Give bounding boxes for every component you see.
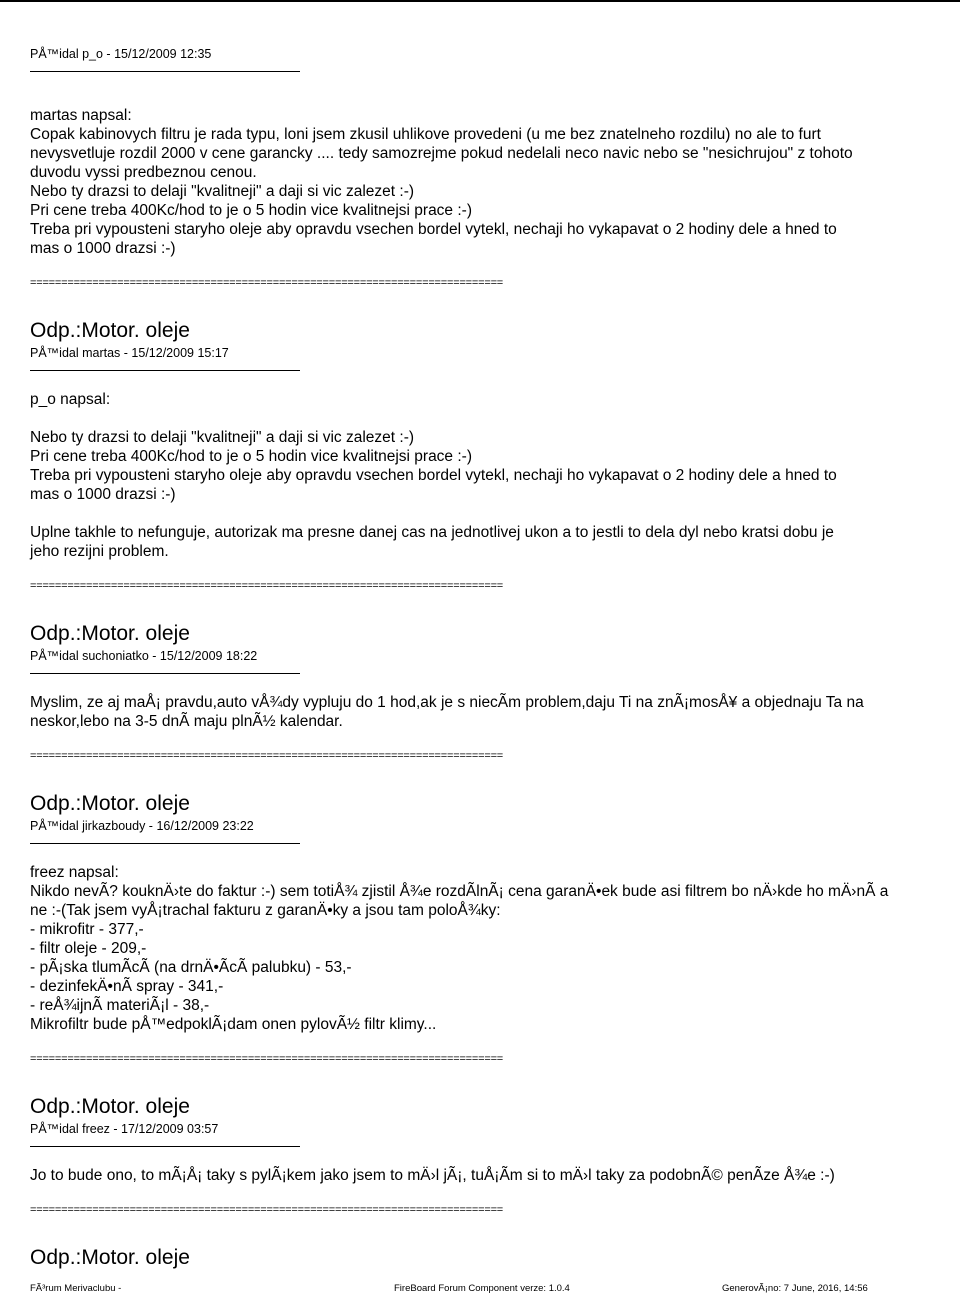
quote-header: p_o napsal: <box>30 391 111 408</box>
quote-line: mas o 1000 drazsi :-) <box>30 486 176 503</box>
post <box>30 1095 955 1216</box>
post-title: Odp.:Motor. oleje <box>30 319 190 342</box>
forum-thread <box>30 46 955 1270</box>
body-line: ne :-(Tak jsem vyÅ¡trachal fakturu z garanÄ•ky a jsou tam poloÅ¾ky: <box>30 902 501 919</box>
body-line: Treba pri vypousteni staryho oleje aby opravdu vsechen bordel vytekl, nechaji ho vykapavat o 2 hodiny dele a hned to <box>30 221 837 238</box>
post-title: Odp.:Motor. oleje <box>30 792 190 815</box>
body-line: Jo to bude ono, to mÃ¡Å¡ taky s pylÃ¡kem jako jsem to mÄ›l jÃ¡, tuÅ¡Ãm si to mÄ›l taky za podobnÃ© penÃze Å¾e :-) <box>30 1167 835 1184</box>
quote-header: martas napsal: <box>30 107 132 124</box>
list-item: - mikrofitr - 377,- <box>30 921 144 938</box>
post-meta: PÅ™idal p_o - 15/12/2009 12:35 <box>30 47 212 61</box>
body-line: duvodu vyssi predbeznou cenou. <box>30 164 257 181</box>
list-item: - reÅ¾ijnÃ materiÃ¡l - 38,- <box>30 997 210 1014</box>
quote-line: Treba pri vypousteni staryho oleje aby opravdu vsechen bordel vytekl, nechaji ho vykapavat o 2 hodiny dele a hned to <box>30 467 837 484</box>
post-body <box>30 390 955 561</box>
post-separator: ============================================================================ <box>30 750 504 762</box>
body-line: Copak kabinovych filtru je rada typu, loni jsem zkusil uhlikove provedeni (u me bez znatelneho rozdilu) no ale to furt <box>30 126 821 143</box>
post-separator: ============================================================================ <box>30 1053 504 1065</box>
footer-generated: GenerovÃ¡no: 7 June, 2016, 14:56 <box>722 1283 868 1294</box>
body-line: Myslim, ze aj maÅ¡ pravdu,auto vÅ¾dy vypluju do 1 hod,ak je s niecÃm problem,daju Ti na znÃ¡mosÅ¥ a objednaju Ta na <box>30 694 864 711</box>
post <box>30 319 955 592</box>
post-meta: PÅ™idal suchoniatko - 15/12/2009 18:22 <box>30 649 258 663</box>
body-line: neskor,lebo na 3-5 dnÃ maju plnÃ½ kalendar. <box>30 713 343 730</box>
post-title: Odp.:Motor. oleje <box>30 1246 190 1269</box>
quote-line: Pri cene treba 400Kc/hod to je o 5 hodin vice kvalitnejsi prace :-) <box>30 448 472 465</box>
body-line: mas o 1000 drazsi :-) <box>30 240 176 257</box>
post-separator: ============================================================================ <box>30 580 504 592</box>
body-line: nevysvetluje rozdil 2000 v cene garancky .... tedy samozrejme pokud nedelali neco navic nebo se "nesichrujou" z tohoto <box>30 145 853 162</box>
post-meta: PÅ™idal jirkazboudy - 16/12/2009 23:22 <box>30 819 254 833</box>
post <box>30 46 955 289</box>
post-body <box>30 106 955 258</box>
body-line: Uplne takhle to nefunguje, autorizak ma presne danej cas na jednotlivej ukon a to jestli to dela dyl nebo kratsi dobu je <box>30 524 834 541</box>
body-line: Mikrofiltr bude pÅ™edpoklÃ¡dam onen pylovÃ½ filtr klimy... <box>30 1016 437 1033</box>
post <box>30 792 955 1065</box>
list-item: - pÃ¡ska tlumÃcÃ (na drnÄ•ÃcÃ palubku) - 53,- <box>30 959 352 976</box>
post-body <box>30 693 955 731</box>
quote-line: Nebo ty drazsi to delaji "kvalitneji" a daji si vic zalezet :-) <box>30 429 415 446</box>
top-border <box>0 0 960 2</box>
post-body <box>30 1166 955 1185</box>
body-line: Nikdo nevÃ? kouknÄ›te do faktur :-) sem totiÅ¾ zjistil Å¾e rozdÃlnÃ¡ cena garanÄ•ek bude asi filtrem bo nÄ›kde ho mÄ›nÃ a <box>30 883 889 900</box>
footer-component: FireBoard Forum Component verze: 1.0.4 <box>394 1283 570 1294</box>
post-title: Odp.:Motor. oleje <box>30 622 190 645</box>
body-line: Pri cene treba 400Kc/hod to je o 5 hodin vice kvalitnejsi prace :-) <box>30 202 472 219</box>
post-separator: ============================================================================ <box>30 1204 504 1216</box>
post-title: Odp.:Motor. oleje <box>30 1095 190 1118</box>
post-meta: PÅ™idal freez - 17/12/2009 03:57 <box>30 1122 219 1136</box>
quote-header: freez napsal: <box>30 864 119 881</box>
post-separator: ============================================================================ <box>30 277 504 289</box>
post-meta: PÅ™idal martas - 15/12/2009 15:17 <box>30 346 229 360</box>
list-item: - dezinfekÄ•nÃ spray - 341,- <box>30 978 224 995</box>
body-line: Nebo ty drazsi to delaji "kvalitneji" a daji si vic zalezet :-) <box>30 183 415 200</box>
body-line: jeho rezijni problem. <box>30 543 169 560</box>
post-body <box>30 863 955 1034</box>
list-item: - filtr oleje - 209,- <box>30 940 147 957</box>
footer-site: FÃ³rum Merivaclubu - <box>30 1283 122 1294</box>
post <box>30 622 955 762</box>
post <box>30 1246 955 1270</box>
